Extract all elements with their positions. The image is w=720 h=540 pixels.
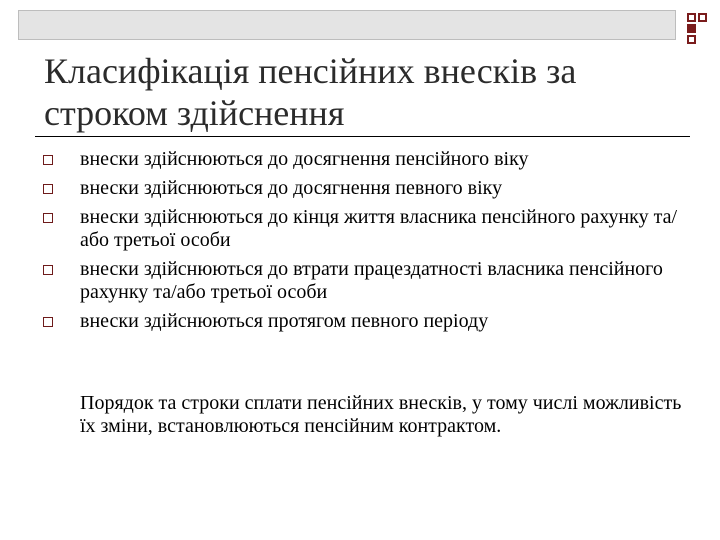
bullet-item <box>0 258 720 304</box>
note-paragraph: Порядок та строки сплати пенсійних внесків, у тому числі можливість їх зміни, встановлюються пенсійним контрактом. <box>80 392 682 437</box>
hollow-square-bullet-icon <box>43 317 53 327</box>
bullet-item <box>0 310 720 333</box>
slide-title: Класифікація пенсійних внесків за строком здійснення <box>44 51 577 133</box>
hollow-square-bullet-icon <box>43 213 53 223</box>
title-divider <box>35 136 690 137</box>
hollow-square-bullet-icon <box>43 184 53 194</box>
bullet-text: внески здійснюються до досягнення пенсійного віку <box>80 148 529 170</box>
corner-square-filled-icon <box>687 24 696 33</box>
hollow-square-bullet-icon <box>43 265 53 275</box>
bullet-item <box>0 148 720 171</box>
bullet-item <box>0 206 720 252</box>
bullet-text: внески здійснюються до кінця життя власника пенсійного рахунку та/або третьої особи <box>80 206 678 251</box>
corner-square-icon <box>687 13 696 22</box>
bullet-item <box>0 177 720 200</box>
corner-square-icon <box>687 35 696 44</box>
bullet-text: внески здійснюються протягом певного періоду <box>80 310 489 332</box>
bullet-text: внески здійснюються до втрати працездатності власника пенсійного рахунку та/або третьої особи <box>80 258 663 303</box>
bullet-list <box>0 148 720 339</box>
bullet-text: внески здійснюються до досягнення певного віку <box>80 177 503 199</box>
hollow-square-bullet-icon <box>43 155 53 165</box>
corner-decoration <box>687 13 709 43</box>
header-band <box>18 10 676 40</box>
corner-square-icon <box>698 13 707 22</box>
